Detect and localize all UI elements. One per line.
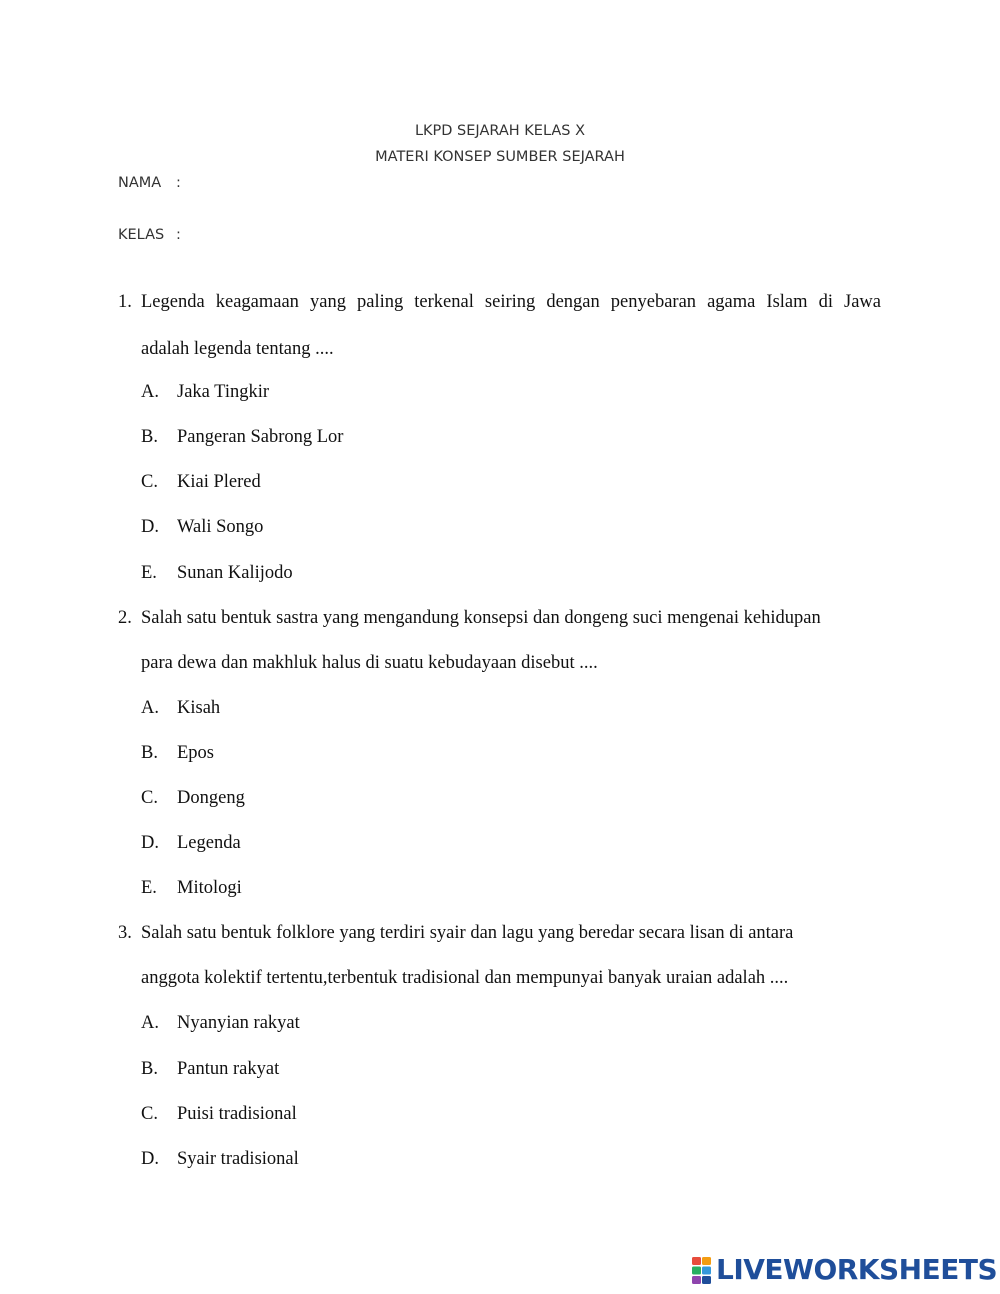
option-text: Epos	[177, 743, 214, 763]
option-text: Nyanyian rakyat	[177, 1013, 300, 1033]
option-text: Kisah	[177, 698, 221, 718]
question-number: 1.	[118, 292, 132, 312]
question-text-line: para dewa dan makhluk halus di suatu kebudayaan disebut ....	[141, 653, 598, 673]
name-label: NAMA	[118, 175, 162, 191]
answer-option[interactable]	[141, 563, 293, 584]
option-letter: B.	[141, 743, 158, 763]
answer-option[interactable]	[141, 788, 245, 809]
answer-option[interactable]	[141, 1104, 297, 1125]
answer-option[interactable]	[141, 427, 343, 448]
question-text-line: Salah satu bentuk sastra yang mengandung konsepsi dan dongeng suci mengenai kehidupan	[141, 608, 821, 628]
option-letter: C.	[141, 1104, 158, 1124]
answer-option[interactable]	[141, 1059, 279, 1080]
class-label: KELAS	[118, 227, 165, 243]
worksheet-subtitle: MATERI KONSEP SUMBER SEJARAH	[375, 149, 625, 165]
option-text: Jaka Tingkir	[177, 382, 270, 402]
option-text: Pantun rakyat	[177, 1059, 280, 1079]
option-text: Syair tradisional	[177, 1149, 299, 1169]
answer-option[interactable]	[141, 1013, 300, 1034]
question-text-line: Legenda keagamaan yang paling terkenal seiring dengan penyebaran agama Islam di Jawa	[141, 292, 881, 312]
option-letter: B.	[141, 1059, 158, 1079]
option-letter: D.	[141, 517, 159, 537]
question-text-line: adalah legenda tentang ....	[141, 339, 334, 359]
answer-option[interactable]	[141, 472, 261, 493]
option-letter: D.	[141, 1149, 159, 1169]
option-letter: B.	[141, 427, 158, 447]
worksheet-title: LKPD SEJARAH KELAS X	[414, 123, 586, 139]
answer-option[interactable]	[141, 382, 269, 403]
option-letter: C.	[141, 788, 158, 808]
answer-option[interactable]	[141, 743, 214, 764]
answer-option[interactable]	[141, 698, 220, 719]
answer-option[interactable]	[141, 833, 241, 854]
liveworksheets-icon	[692, 1257, 712, 1285]
question-number: 2.	[118, 608, 132, 628]
answer-option[interactable]	[141, 878, 242, 899]
answer-option[interactable]	[141, 1149, 299, 1170]
option-text: Sunan Kalijodo	[177, 563, 293, 583]
liveworksheets-logo	[692, 1252, 998, 1288]
name-colon: :	[176, 175, 181, 191]
option-text: Kiai Plered	[177, 472, 261, 492]
answer-option[interactable]	[141, 517, 263, 538]
class-colon: :	[176, 227, 181, 243]
question-number: 3.	[118, 923, 132, 943]
option-letter: A.	[141, 698, 159, 718]
option-letter: C.	[141, 472, 158, 492]
option-text: Puisi tradisional	[177, 1104, 297, 1124]
question-text-line: anggota kolektif tertentu,terbentuk tradisional dan mempunyai banyak uraian adalah ....	[141, 968, 789, 988]
option-text: Pangeran Sabrong Lor	[177, 427, 344, 447]
option-text: Wali Songo	[177, 517, 264, 537]
question-text-line: Salah satu bentuk folklore yang terdiri syair dan lagu yang beredar secara lisan di antara	[141, 923, 794, 943]
name-field	[118, 175, 181, 191]
option-text: Dongeng	[177, 788, 245, 808]
option-text: Mitologi	[177, 878, 242, 898]
option-letter: E.	[141, 563, 157, 583]
option-letter: A.	[141, 1013, 159, 1033]
option-letter: A.	[141, 382, 159, 402]
liveworksheets-wordmark: LIVEWORKSHEETS	[716, 1253, 998, 1286]
class-field	[118, 227, 181, 243]
option-text: Legenda	[177, 833, 241, 853]
option-letter: D.	[141, 833, 159, 853]
option-letter: E.	[141, 878, 157, 898]
